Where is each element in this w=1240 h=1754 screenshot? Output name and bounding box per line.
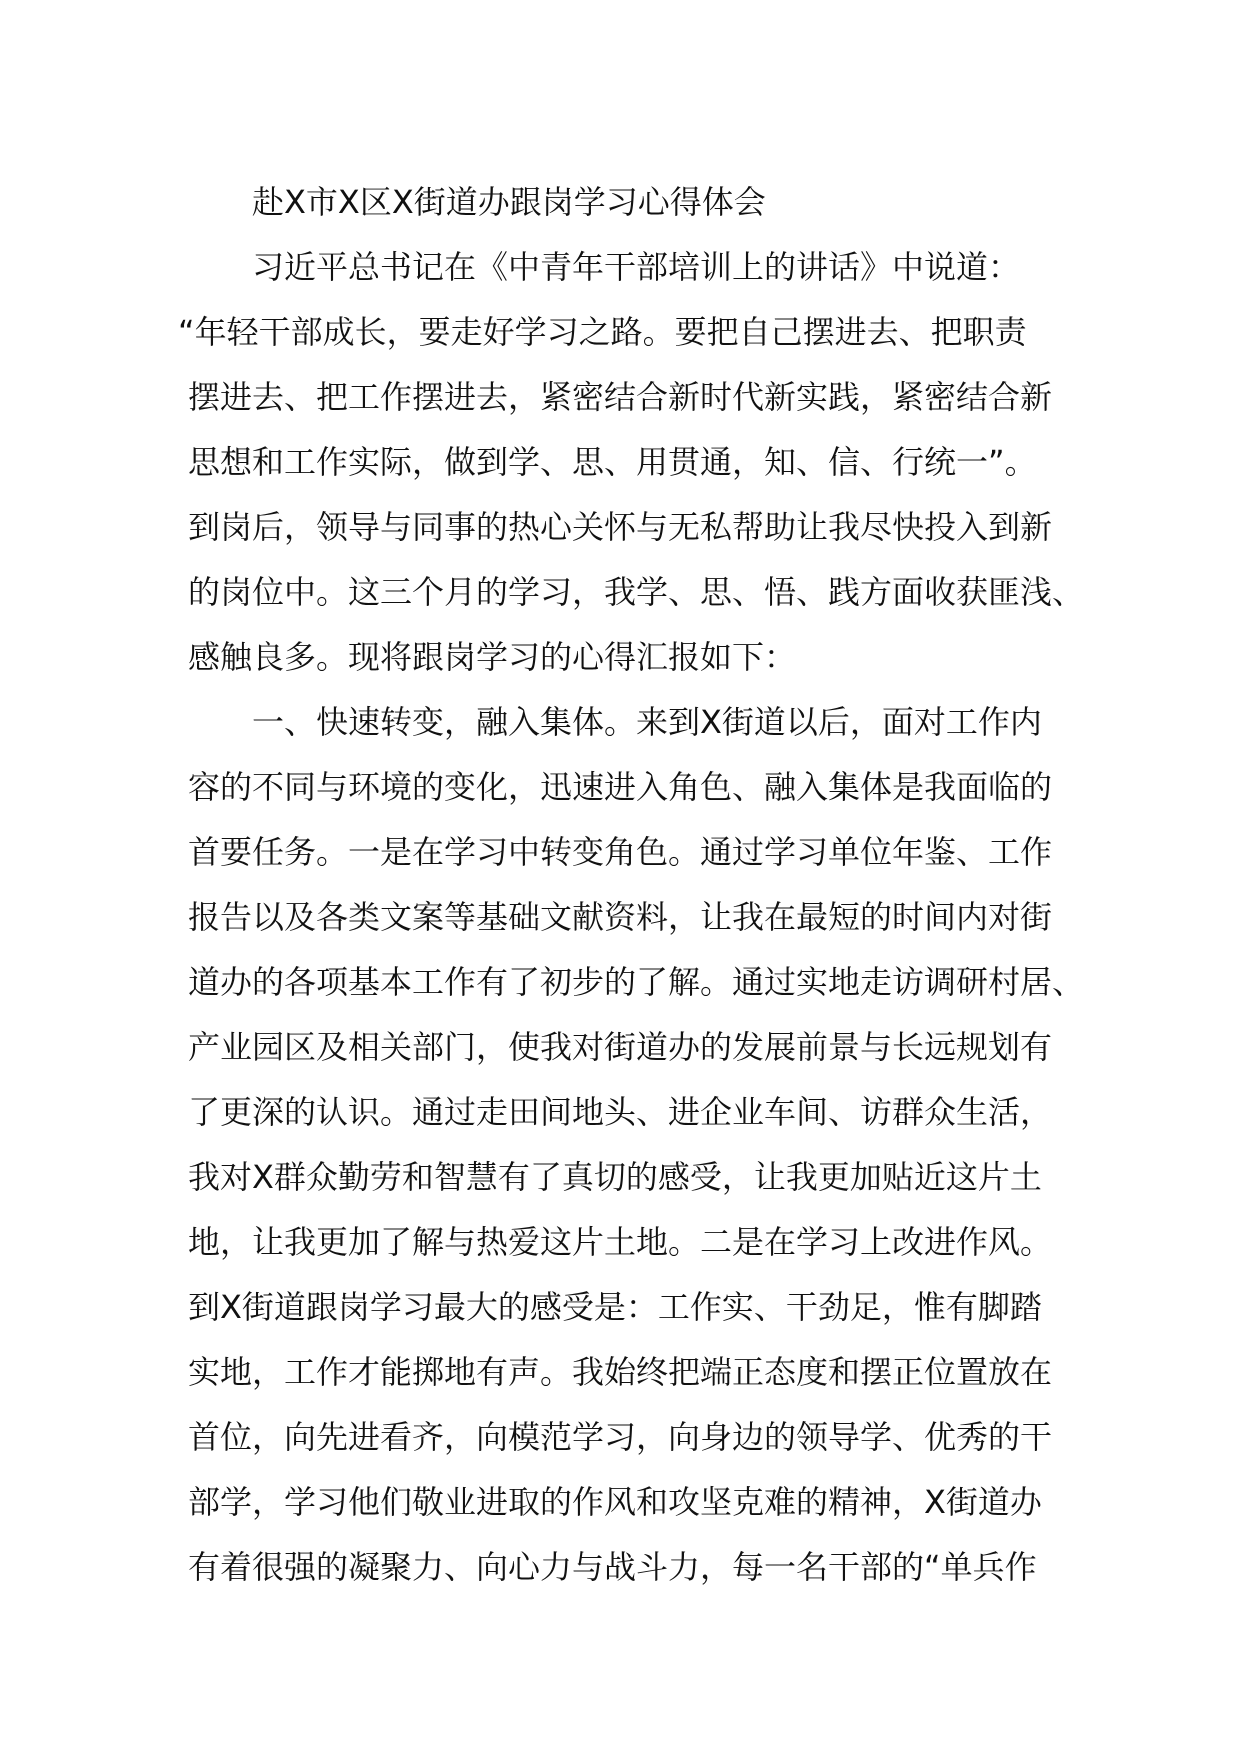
- paragraph-line: 道办的各项基本工作有了初步的了解。通过实地走访调研村居、: [188, 963, 1085, 1001]
- paragraph-line: 到X街道跟岗学习最大的感受是：工作实、干劲足，惟有脚踏: [188, 1288, 1042, 1326]
- paragraph-line: 感触良多。现将跟岗学习的心得汇报如下：: [188, 638, 797, 676]
- paragraph-line: 了更深的认识。通过走田间地头、进企业车间、访群众生活，: [188, 1093, 1053, 1131]
- paragraph-line: 到岗后，领导与同事的热心关怀与无私帮助让我尽快投入到新: [188, 508, 1053, 546]
- paragraph-line: 我对X群众勤劳和智慧有了真切的感受，让我更加贴近这片土: [188, 1158, 1042, 1196]
- paragraph-line: 思想和工作实际，做到学、思、用贯通，知、信、行统一”。: [188, 443, 1037, 481]
- paragraph-line: 容的不同与环境的变化，迅速进入角色、融入集体是我面临的: [188, 768, 1053, 806]
- paragraph-line: 部学，学习他们敬业进取的作风和攻坚克难的精神，X街道办: [188, 1483, 1042, 1521]
- paragraph-line: 摆进去、把工作摆进去，紧密结合新时代新实践，紧密结合新: [188, 378, 1053, 416]
- paragraph-line: 习近平总书记在《中青年干部培训上的讲话》中说道：: [252, 248, 1021, 286]
- paragraph-line: 有着很强的凝聚力、向心力与战斗力，每一名干部的“单兵作: [188, 1548, 1037, 1586]
- paragraph-line: 的岗位中。这三个月的学习，我学、思、悟、践方面收获匪浅、: [188, 573, 1085, 611]
- paragraph-line: “年轻干部成长，要走好学习之路。要把自己摆进去、把职责: [178, 313, 1027, 351]
- paragraph-line: 产业园区及相关部门，使我对街道办的发展前景与长远规划有: [188, 1028, 1053, 1066]
- paragraph-line: 实地，工作才能掷地有声。我始终把端正态度和摆正位置放在: [188, 1353, 1053, 1391]
- paragraph-line: 一、快速转变，融入集体。来到X街道以后，面对工作内: [252, 703, 1042, 741]
- document-body: [178, 170, 1085, 1600]
- paragraph-line: 地，让我更加了解与热爱这片土地。二是在学习上改进作风。: [188, 1223, 1053, 1261]
- document-title: 赴X市X区X街道办跟岗学习心得体会: [252, 183, 766, 221]
- paragraph-line: 首要任务。一是在学习中转变角色。通过学习单位年鉴、工作: [188, 833, 1053, 871]
- paragraph-line: 首位，向先进看齐，向模范学习，向身边的领导学、优秀的干: [188, 1418, 1053, 1456]
- paragraph-line: 报告以及各类文案等基础文献资料，让我在最短的时间内对街: [188, 898, 1053, 936]
